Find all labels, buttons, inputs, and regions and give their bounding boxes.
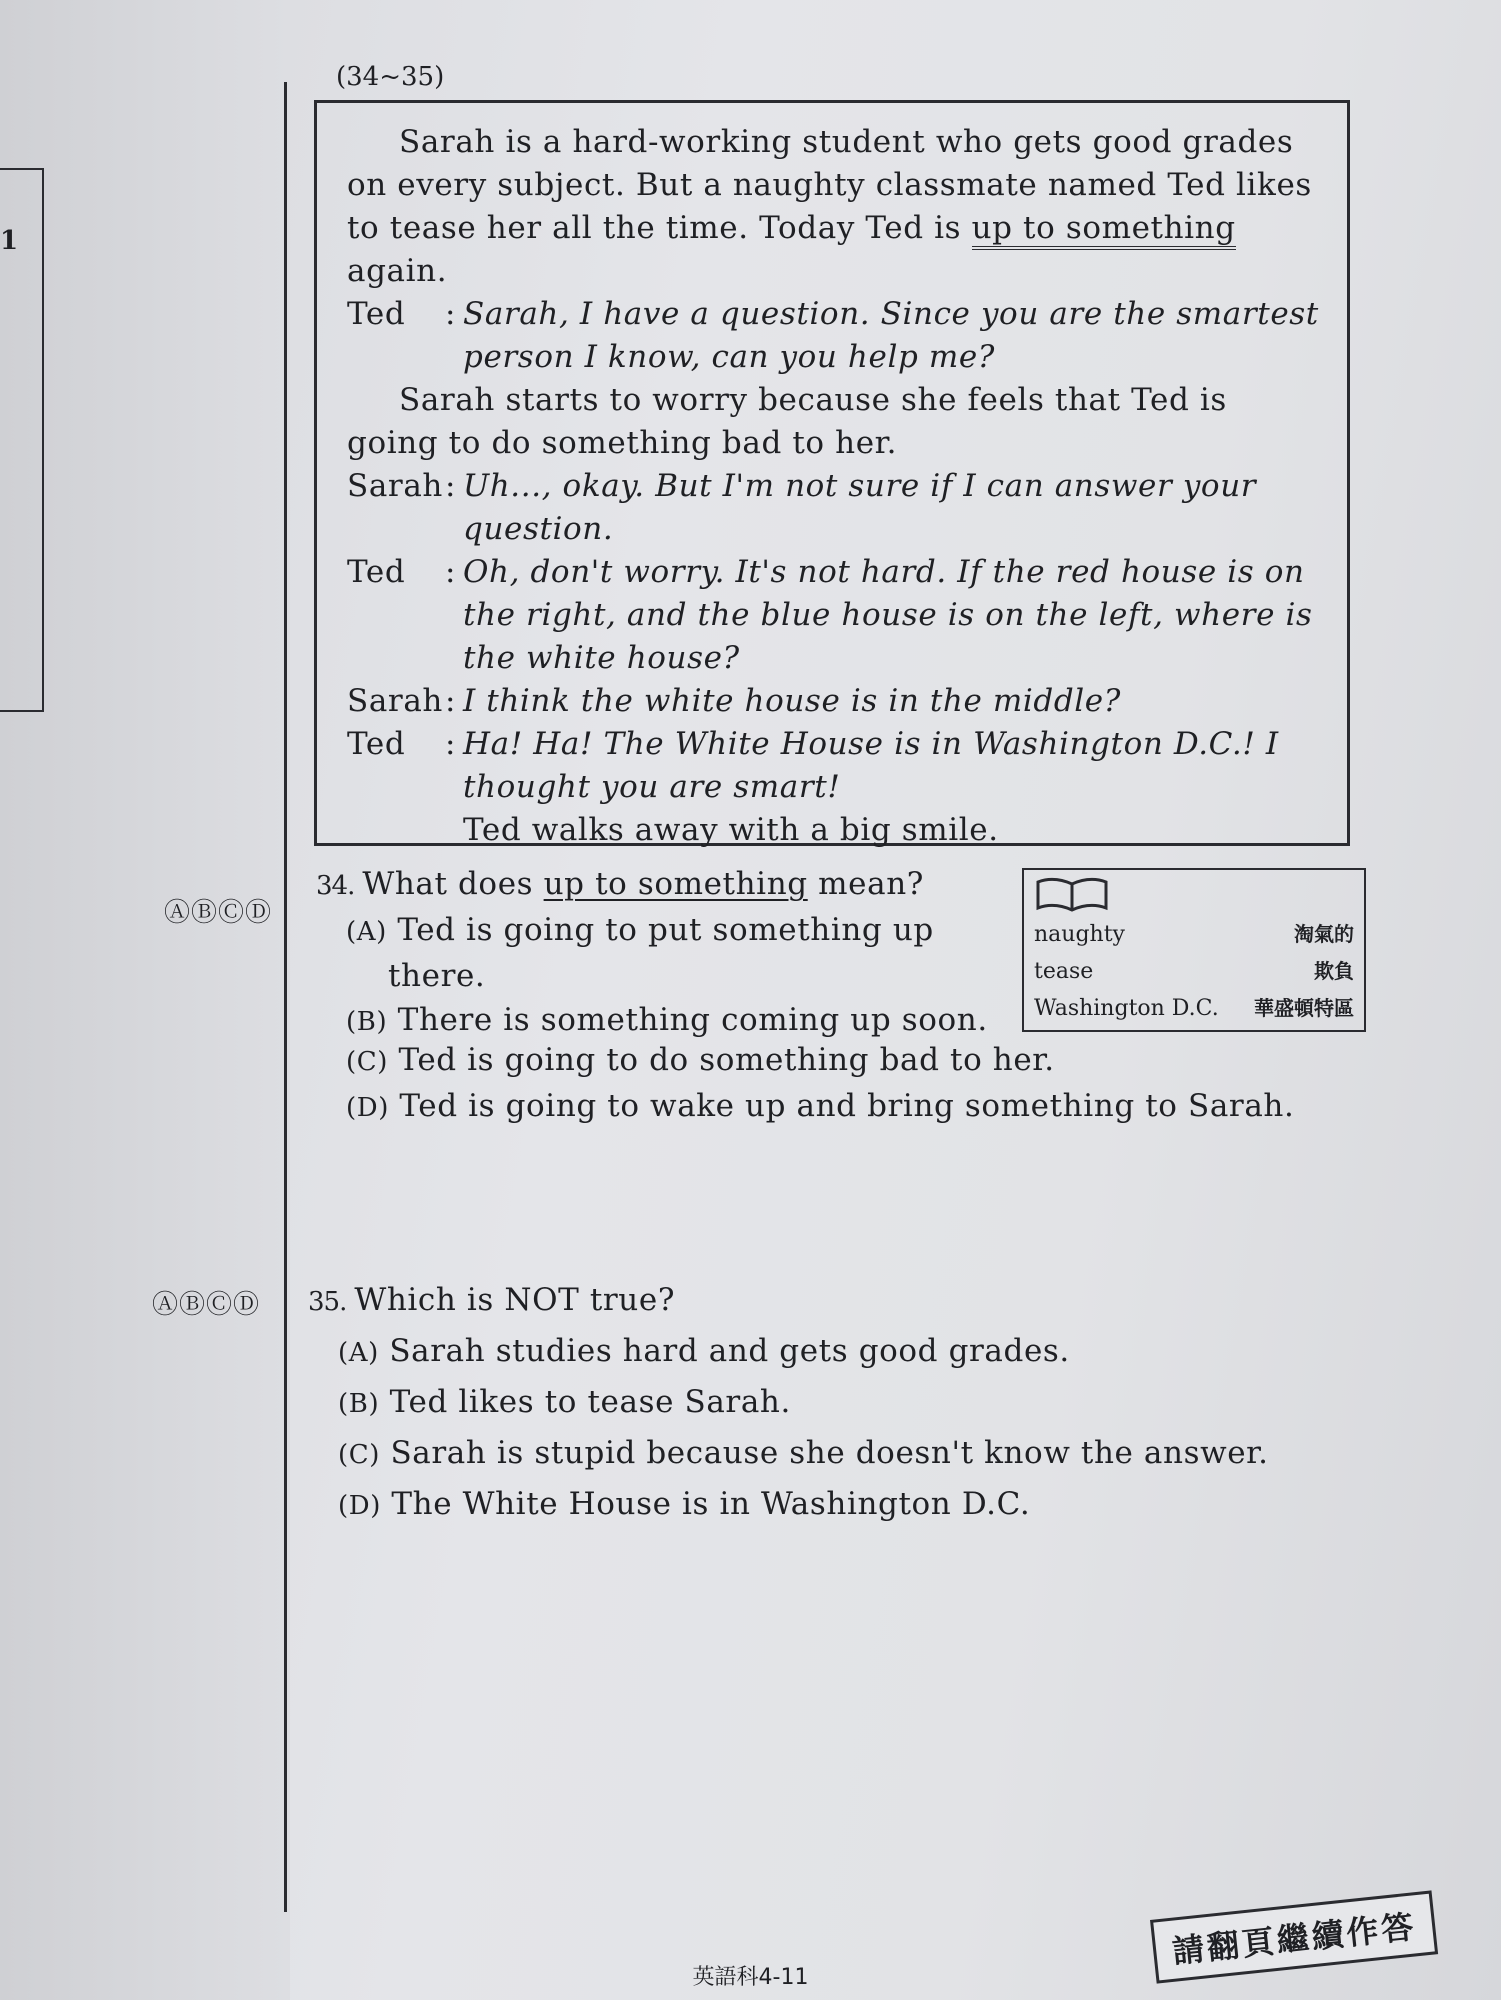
intro-underlined-phrase: up to something (972, 210, 1236, 250)
speech: I think the white house is in the middle? (463, 683, 1121, 719)
option-text: There is something coming up soon. (397, 1002, 988, 1038)
passage-intro (347, 121, 1321, 293)
section-label: (34~35) (336, 62, 445, 92)
left-page (0, 0, 290, 2000)
speaker-colon: : (445, 726, 457, 762)
speaker-colon: : (445, 683, 457, 719)
option-text: Ted likes to tease Sarah. (389, 1384, 791, 1420)
vocab-en: naughty (1034, 922, 1125, 947)
option-label: (A) (338, 1338, 379, 1368)
vocab-row (1034, 990, 1354, 1027)
option-b (308, 1378, 1368, 1429)
open-book-icon (1034, 876, 1110, 914)
answer-bubbles-34[interactable]: ⒶⒷⒸⒹ (164, 898, 273, 928)
passage-closing: Ted walks away with a big smile. (463, 812, 999, 848)
speech: Sarah, I have a question. Since you are the smartest person I know, can you help me? (463, 296, 1319, 375)
question-stem (308, 1276, 1368, 1327)
option-text: Ted is going to wake up and bring something to Sarah. (399, 1088, 1295, 1124)
dialogue-line (347, 723, 1321, 809)
speaker-colon: : (445, 554, 457, 590)
speaker-colon: : (445, 468, 457, 504)
stem-underlined-phrase: up to something (543, 866, 808, 902)
option-a (308, 1327, 1368, 1378)
column-divider (284, 82, 287, 1912)
speaker: Sarah (347, 468, 443, 504)
question-34 (316, 862, 1016, 1044)
vocabulary-box (1022, 868, 1366, 1032)
question-34-options-cd (316, 1038, 1356, 1130)
left-page-mark: 1 (0, 226, 19, 256)
question-35 (308, 1276, 1368, 1531)
option-text: Ted is going to do something bad to her. (398, 1042, 1055, 1078)
option-text: Sarah studies hard and gets good grades. (389, 1333, 1070, 1369)
option-a-continued: there. (388, 958, 486, 994)
option-label: (C) (338, 1440, 380, 1470)
stem-text: What does (362, 866, 544, 902)
speech: Oh, don't worry. It's not hard. If the red house is on the right, and the blue house is on the left, where is the white house? (463, 554, 1313, 676)
vocab-zh: 淘氣的 (1294, 922, 1354, 946)
vocab-zh: 華盛頓特區 (1254, 996, 1354, 1020)
speaker-colon: : (445, 296, 457, 332)
speech: Uh..., okay. But I'm not sure if I can answer your question. (463, 468, 1257, 547)
speaker: Sarah (347, 683, 443, 719)
question-number: 35. (308, 1287, 347, 1317)
passage-narration: Sarah starts to worry because she feels that Ted is going to do something bad to her. (347, 382, 1227, 461)
question-stem (316, 862, 1016, 908)
question-number: 34. (316, 871, 355, 901)
option-text: Sarah is stupid because she doesn't know the answer. (390, 1435, 1269, 1471)
option-text: The White House is in Washington D.C. (391, 1486, 1031, 1522)
dialogue-line (347, 465, 1321, 551)
option-d (308, 1480, 1368, 1531)
answer-bubbles-35[interactable]: ⒶⒷⒸⒹ (152, 1290, 261, 1320)
speaker: Ted (347, 296, 406, 332)
speaker: Ted (347, 726, 406, 762)
vocab-row (1034, 953, 1354, 990)
stem-text-end: mean? (807, 866, 924, 902)
intro-text: Sarah is a hard-working student who gets good grades on every subject. But a naughty classmate named Ted likes to tease her all the time. Today Ted is (347, 124, 1312, 246)
vocab-row (1034, 916, 1354, 953)
vocab-zh: 欺負 (1314, 959, 1354, 983)
vocab-en: tease (1034, 959, 1094, 984)
option-label: (A) (346, 917, 387, 947)
option-label: (D) (346, 1093, 389, 1123)
option-label: (B) (338, 1389, 380, 1419)
dialogue-line (347, 680, 1321, 723)
option-label: (C) (346, 1047, 388, 1077)
speaker: Ted (347, 554, 406, 590)
dialogue-line (347, 551, 1321, 680)
reading-passage (314, 100, 1350, 846)
option-d (316, 1084, 1356, 1130)
page-footer: 英語科4-11 (692, 1965, 809, 1990)
intro-text-end: again. (347, 253, 448, 289)
continue-note: 請翻頁繼續作答 (1150, 1890, 1438, 1983)
option-text: Ted is going to put something up (397, 912, 934, 948)
option-label: (B) (346, 1007, 388, 1037)
option-c (308, 1429, 1368, 1480)
option-label: (D) (338, 1491, 381, 1521)
dialogue-line (347, 293, 1321, 379)
option-a (316, 908, 1016, 954)
speech: Ha! Ha! The White House is in Washington D.C.! I thought you are smart! (463, 726, 1279, 805)
stem-text: Which is NOT true? (354, 1282, 676, 1318)
option-c (316, 1038, 1356, 1084)
vocab-en: Washington D.C. (1034, 996, 1219, 1021)
